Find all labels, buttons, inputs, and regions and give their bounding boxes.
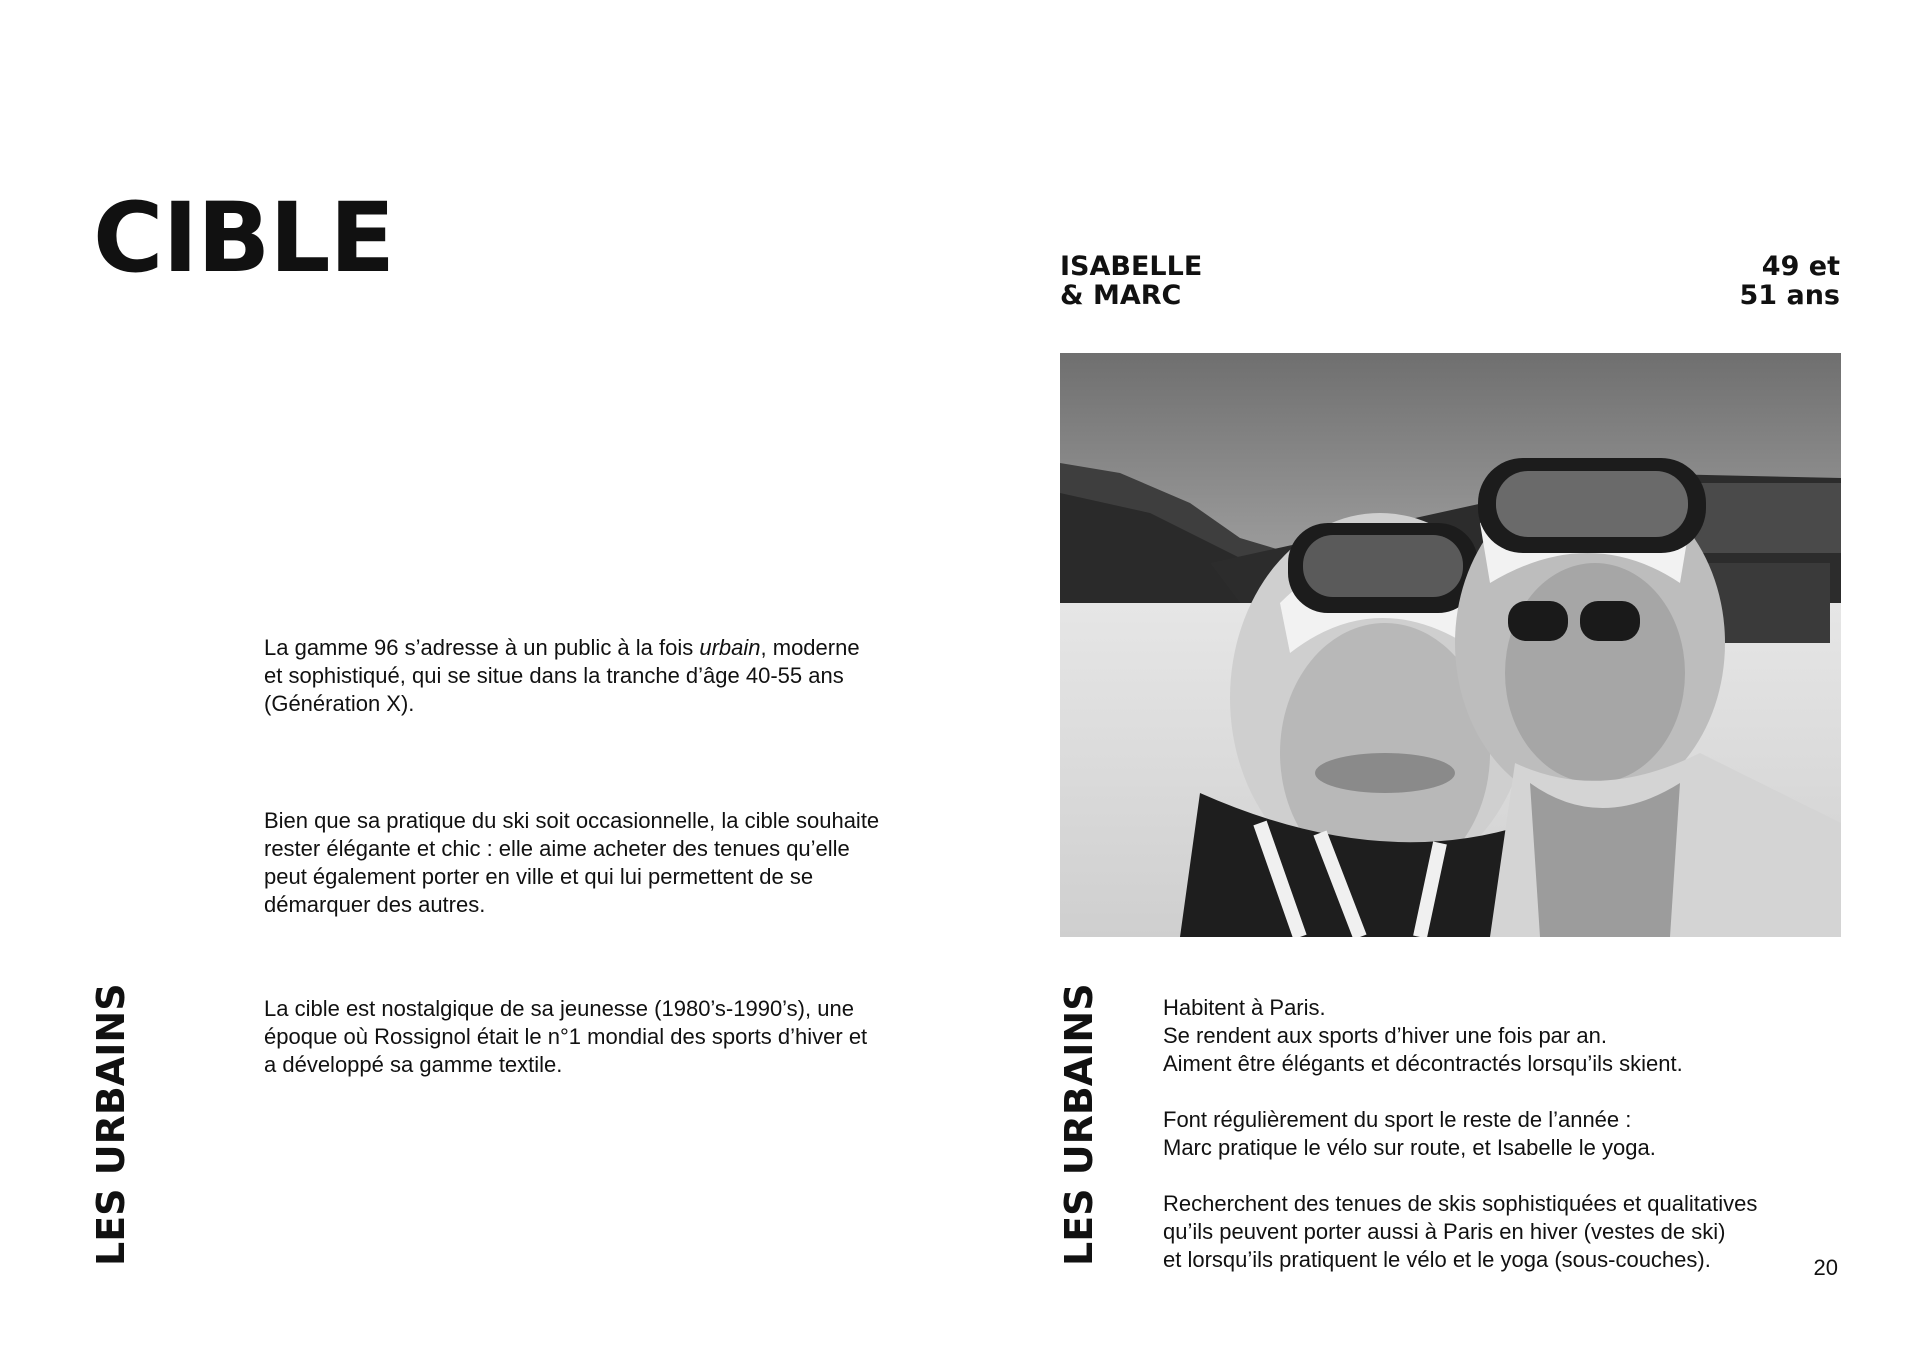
persona-desc-paragraph-1 (1163, 994, 1843, 1078)
skiers-selfie-illustration (1060, 353, 1841, 937)
persona-desc-paragraph-3 (1163, 1190, 1843, 1274)
persona-desc-line: qu’ils peuvent porter aussi à Paris en hiver (vestes de ski) (1163, 1219, 1726, 1244)
persona-age (1740, 252, 1841, 310)
persona-name-line-1: ISABELLE (1060, 251, 1203, 282)
persona-desc-line: Font régulièrement du sport le reste de l’année : (1163, 1107, 1632, 1132)
page-number: 20 (1813, 1255, 1838, 1280)
persona-age-line-2: 51 ans (1739, 280, 1840, 311)
intro-p1-emphasis: urbain (699, 635, 761, 660)
intro-paragraph-3: La cible est nostalgique de sa jeunesse (1980’s-1990’s), une époque où Rossignol était le n°1 mondial des sports d’hiver et a développé sa gamme textile. (264, 996, 868, 1077)
persona-name-line-2: & MARC (1060, 280, 1182, 311)
persona-desc-line: Marc pratique le vélo sur route, et Isabelle le yoga. (1163, 1135, 1656, 1160)
intro-paragraph-2: Bien que sa pratique du ski soit occasionnelle, la cible souhaite rester élégante et chic : elle aime acheter des tenues qu’elle peut également porter en ville et qui lui permettent de se démarquer des autres. (264, 808, 880, 917)
intro-p1-text-end: , moderne et sophistiqué, qui se situe dans la tranche d’âge 40-55 ans (Génération X). (264, 635, 860, 716)
persona-desc-paragraph-2 (1163, 1106, 1843, 1162)
persona-desc-line: Habitent à Paris. (1163, 995, 1326, 1020)
intro-paragraph-1 (264, 634, 884, 718)
persona-desc-line: Recherchent des tenues de skis sophistiquées et qualitatives (1163, 1191, 1758, 1216)
persona-description (1163, 994, 1843, 1274)
persona-desc-line: et lorsqu’ils pratiquent le vélo et le yoga (sous-couches). (1163, 1247, 1711, 1272)
persona-desc-line: Aiment être élégants et décontractés lorsqu’ils skient. (1163, 1051, 1683, 1076)
persona-photo (1060, 353, 1841, 937)
page-title: CIBLE (93, 182, 395, 294)
persona-desc-line: Se rendent aux sports d’hiver une fois par an. (1163, 1023, 1607, 1048)
persona-name (1060, 252, 1202, 310)
section-label-right: LES URBAINS (1057, 983, 1101, 1266)
persona-age-line-1: 49 et (1761, 251, 1840, 282)
section-label-left: LES URBAINS (89, 983, 133, 1266)
intro-p1-text-start: La gamme 96 s’adresse à un public à la fois (264, 635, 700, 660)
